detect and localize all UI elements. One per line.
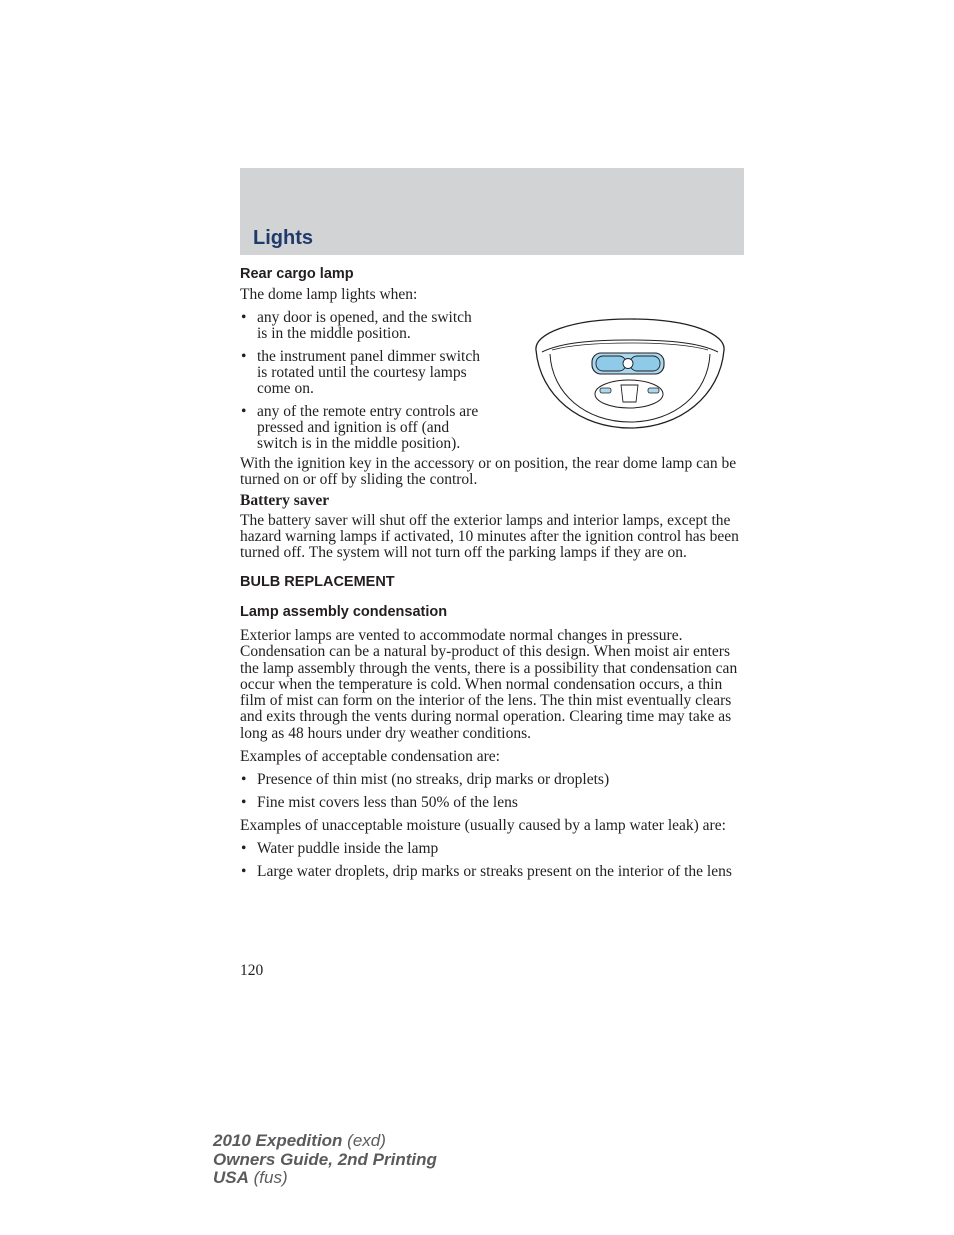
- list-item: • Water puddle inside the lamp: [240, 841, 744, 857]
- chapter-title: Lights: [253, 227, 313, 249]
- bulb-replacement-heading: BULB REPLACEMENT: [240, 574, 395, 590]
- page-content: [240, 266, 744, 887]
- ignition-key-paragraph: With the ignition key in the accessory or on position, the rear dome lamp can be turned on or off by sliding the control.: [240, 455, 737, 488]
- rear-cargo-lamp-heading: Rear cargo lamp: [240, 266, 354, 282]
- document-footer: [213, 1132, 437, 1188]
- lamp-condensation-heading: Lamp assembly condensation: [240, 604, 448, 620]
- condensation-paragraph: Exterior lamps are vented to accommodate normal changes in pressure. Condensation can be a natural by-product of this design. When moist air enters the lamp assembly through the vents, there is a possibility that condensation can occur when the temperature is cold. When normal condensation occurs, a thin film of mist can form on the interior of the lens. The thin mist eventually clears and exits through the vents during normal operation. Clearing time may take as long as 48 hours under dry weather conditions.: [240, 627, 738, 742]
- unacceptable-list: [240, 841, 744, 880]
- acceptable-list: [240, 772, 744, 811]
- list-item: • any door is opened, and the switch is in the middle position.: [240, 310, 483, 342]
- battery-saver-paragraph: The battery saver will shut off the exterior lamps and interior lamps, except the hazard warning lamps if activated, 10 minutes after the ignition control has been turned off. The system will not turn off the parking lamps if they are on.: [240, 512, 739, 561]
- footer-line-market: USA (fus): [213, 1168, 288, 1187]
- list-item: • Fine mist covers less than 50% of the lens: [240, 795, 744, 811]
- dome-lamp-conditions-list: [240, 310, 744, 452]
- footer-line-guide: Owners Guide, 2nd Printing: [213, 1149, 437, 1169]
- list-item: • Large water droplets, drip marks or streaks present on the interior of the lens: [240, 864, 744, 880]
- acceptable-intro: Examples of acceptable condensation are:: [240, 748, 500, 766]
- list-item: • Presence of thin mist (no streaks, drip marks or droplets): [240, 772, 744, 788]
- chapter-header-band: [240, 168, 744, 255]
- list-item: • any of the remote entry controls are pressed and ignition is off (and switch is in the middle position).: [240, 404, 483, 452]
- dome-lamp-intro: The dome lamp lights when:: [240, 286, 418, 303]
- battery-saver-heading: Battery saver: [240, 492, 330, 509]
- unacceptable-intro: Examples of unacceptable moisture (usually caused by a lamp water leak) are:: [240, 817, 726, 835]
- list-item: • the instrument panel dimmer switch is rotated until the courtesy lamps come on.: [240, 349, 483, 397]
- footer-line-model: 2010 Expedition (exd): [213, 1131, 386, 1150]
- page-number: 120: [240, 962, 264, 979]
